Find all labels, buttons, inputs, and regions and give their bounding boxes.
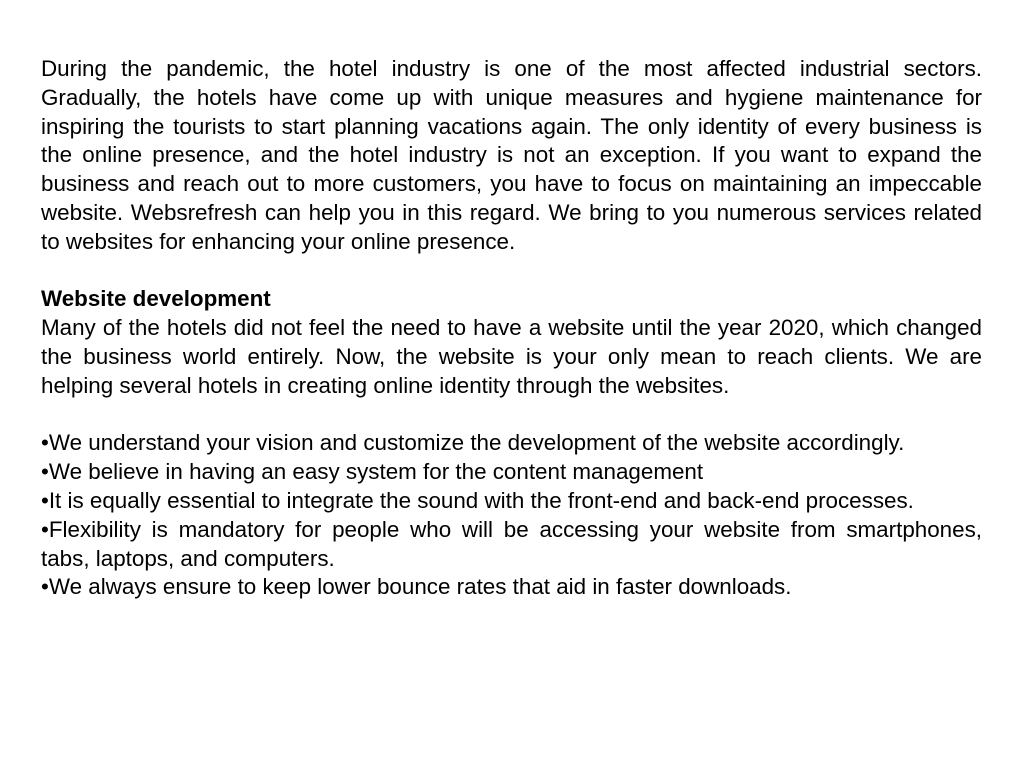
section-paragraph: Many of the hotels did not feel the need to have a website until the year 2020, which changed the business world entirely. Now, the website is your only mean to reach clients. We are helping several hotels in creating online identity through the websites. bbox=[41, 315, 982, 398]
bullet-item: •We believe in having an easy system for the content management bbox=[41, 459, 704, 485]
bullet-item: •We understand your vision and customize the development of the website accordingly. bbox=[41, 430, 905, 456]
bullet-item: •We always ensure to keep lower bounce rates that aid in faster downloads. bbox=[41, 574, 792, 600]
section-heading: Website development bbox=[41, 286, 271, 312]
paragraph-spacer bbox=[41, 401, 982, 430]
paragraph-spacer bbox=[41, 257, 982, 286]
bullet-item: •Flexibility is mandatory for people who will be accessing your website from smartphones, tabs, laptops, and computers. bbox=[41, 516, 982, 571]
intro-paragraph: During the pandemic, the hotel industry is one of the most affected industrial sectors. Gradually, the hotels have come up with unique measures and hygiene maintenance for inspiring the tourists to start planning vacations again. The only identity of every business is the online presence, and the hotel industry is not an exception. If you want to expand the business and reach out to more customers, you have to focus on maintaining an impeccable website. Websrefresh can help you in this regard. We bring to you numerous services related to websites for enhancing your online presence. bbox=[41, 56, 982, 254]
bullet-item: •It is equally essential to integrate the sound with the front-end and back-end processes. bbox=[41, 487, 914, 513]
document-page bbox=[41, 55, 982, 602]
